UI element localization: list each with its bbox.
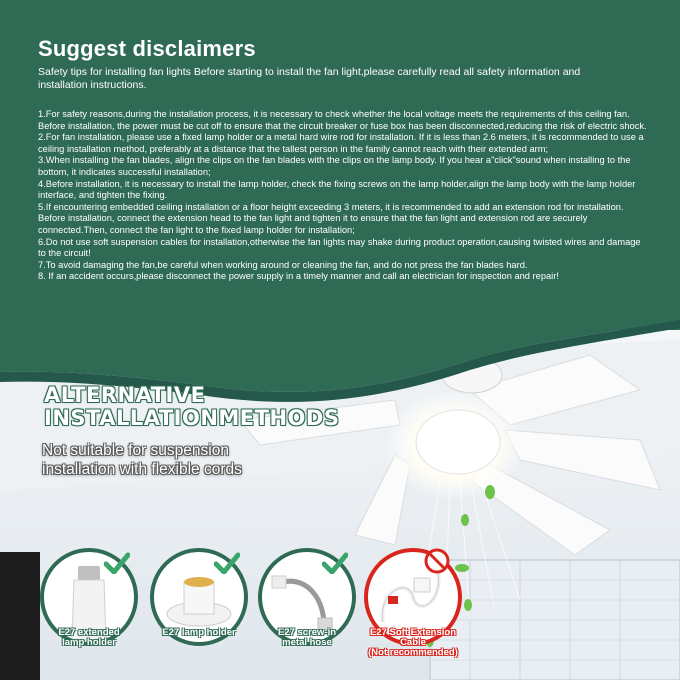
label-line: E27 extended [58,627,120,638]
warning-line: Not suitable for suspension [42,442,229,459]
warning-line: installation with flexible cords [42,461,242,478]
heading-line: ALTERNATIVE [44,383,206,407]
safety-rule: 1.For safety reasons,during the installation process, it is necessary to check whether the local voltage meets the requirements of this ceiling fan. Before installation, the power must be cut off to ensure that the circuit breaker or fuse box has been disconnected,reducing the risk of electric shock. [38,109,647,131]
heading-line: INSTALLATIONMETHODS [44,406,340,430]
label-line: E27 lamp holder [162,627,236,638]
option-label [357,628,469,658]
page-title: Suggest disclaimers [38,36,256,61]
check-icon [104,552,130,574]
intro-text: Safety tips for installing fan lights Before starting to install the fan light,please carefully read all safety information and installation instructions. [38,66,581,91]
safety-rule: 7.To avoid damaging the fan,be careful when working around or cleaning the fan, and do not press the fan blades hard. [38,259,528,270]
option-label [143,628,255,638]
safety-rule: 5.If encountering embedded ceiling installation or a floor height exceeding 3 meters, it is recommended to add an extension rod for installation. Before installation, connect the extension head to the fan light and tighten it to ensure that the fan light and extension rod are securely connected.Then, connect the fan light to the fixed lamp holder for installation; [38,201,624,235]
prohibited-icon [424,548,450,574]
safety-rule: 3.When installing the fan blades, align the clips on the fan blades with the clips on the lamp body. If you hear a"click"sound when installing to the bottom, it indicates successful installation; [38,155,631,177]
safety-rule: 6.Do not use soft suspension cables for installation,otherwise the fan lights may shake during product operation,causing twisted wires and damage to the circuit! [38,236,641,259]
safety-rule: 8. If an accident occurs,please disconnect the power supply in a timely manner and call an electrician for inspection and repair! [38,271,559,282]
label-line: lamp holder [62,637,116,648]
label-line: E27 screw-in [277,627,337,638]
option-label [33,628,145,648]
safety-rule: 4.Before installation, it is necessary to install the lamp holder, check the fixing screws on the lamp holder,align the lamp body with the lamp holder interface, and tighten the fixing. [38,178,636,201]
check-icon [214,552,240,574]
alternative-methods-heading [44,384,339,430]
option-label [251,628,363,648]
safety-rules-list [38,109,648,283]
check-icon [322,552,348,574]
safety-rule: 2.For fan installation, please use a fixed lamp holder or a metal hard wire rod for installation. If it is less than 2.6 meters, it is recommended to use a ceiling installation method, preferably at a distance that the tallest person in the family cannot reach with their extended arm; [38,132,644,154]
label-line: metal hose [282,637,332,648]
suspension-warning [42,441,242,479]
label-line: E27 Soft Extension Cable [369,627,457,648]
label-line: (Not recommended) [368,647,458,658]
